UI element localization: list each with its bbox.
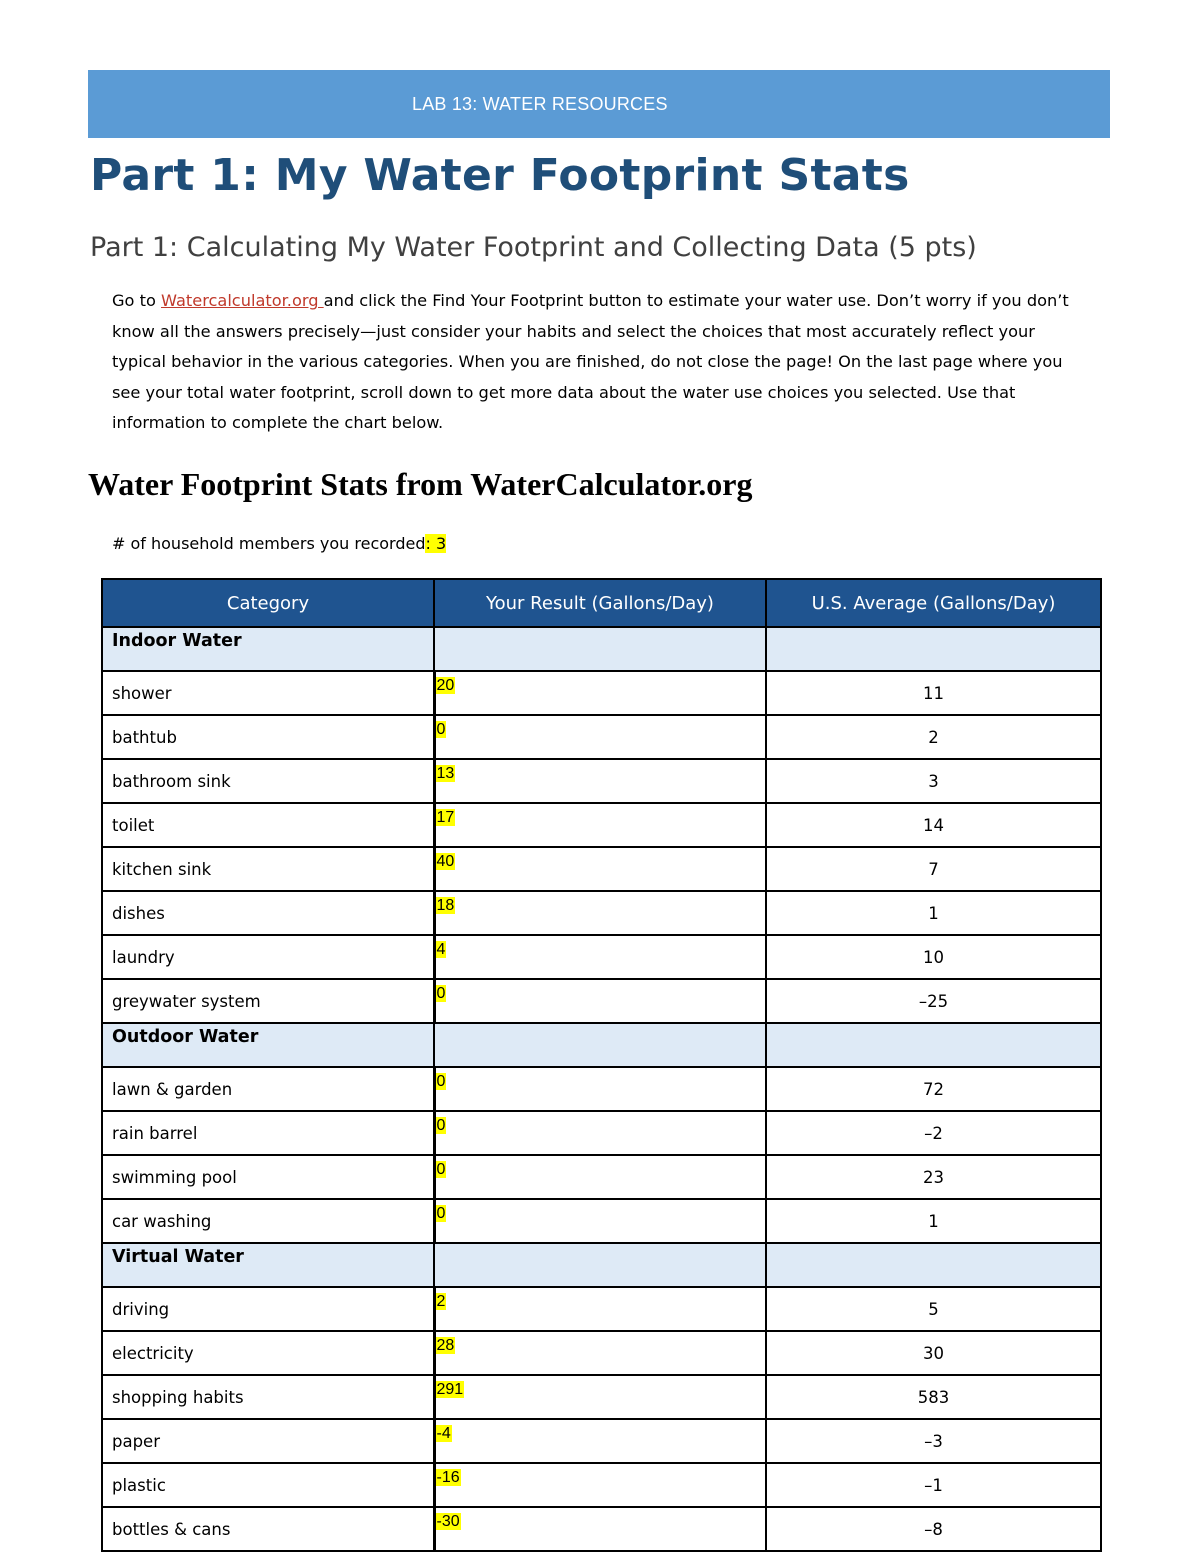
- category-cell: toilet: [102, 803, 434, 847]
- table-row: [102, 1463, 1101, 1507]
- instructions-body: and click the Find Your Footprint button to estimate your water use. Don’t worry if you don’t know all the answers precisely—just consider your habits and select the choices that most accurately reflect your typical behavior in the various categories. When you are finished, do not close the page! On the last page where you see your total water footprint, scroll down to get more data about the water use choices you selected. Use that information to complete the chart below.: [112, 291, 1069, 432]
- water-footprint-table: [101, 578, 1102, 1552]
- category-cell: car washing: [102, 1199, 434, 1243]
- result-cell: [434, 979, 766, 1023]
- instructions-paragraph: [112, 286, 1072, 439]
- average-cell: 3: [766, 759, 1101, 803]
- result-cell: [434, 671, 766, 715]
- table-row: [102, 1331, 1101, 1375]
- category-cell: swimming pool: [102, 1155, 434, 1199]
- household-value: : 3: [425, 534, 447, 553]
- section-average-cell: [766, 627, 1101, 671]
- result-cell: [434, 935, 766, 979]
- section-name: Indoor Water: [102, 627, 434, 671]
- average-cell: 5: [766, 1287, 1101, 1331]
- result-value: 20: [436, 677, 455, 694]
- result-value: 0: [436, 1073, 446, 1090]
- result-value: -16: [436, 1469, 460, 1486]
- household-members: [112, 534, 446, 553]
- result-value: 40: [436, 853, 455, 870]
- instructions-prefix: Go to: [112, 291, 161, 310]
- table-row: [102, 1375, 1101, 1419]
- section-row: [102, 627, 1101, 671]
- section-result-cell: [434, 1023, 766, 1067]
- result-value: 0: [436, 1117, 446, 1134]
- section-row: [102, 1023, 1101, 1067]
- section-name: Outdoor Water: [102, 1023, 434, 1067]
- result-value: 13: [436, 765, 455, 782]
- table-row: [102, 1419, 1101, 1463]
- category-cell: plastic: [102, 1463, 434, 1507]
- table-row: [102, 1155, 1101, 1199]
- header-category: Category: [102, 579, 434, 627]
- section-result-cell: [434, 1243, 766, 1287]
- result-value: 0: [436, 985, 446, 1002]
- household-label: # of household members you recorded: [112, 534, 426, 553]
- result-value: -4: [436, 1425, 451, 1442]
- result-cell: [434, 1111, 766, 1155]
- average-cell: –25: [766, 979, 1101, 1023]
- category-cell: rain barrel: [102, 1111, 434, 1155]
- result-value: 0: [436, 721, 446, 738]
- section-result-cell: [434, 627, 766, 671]
- section-name: Virtual Water: [102, 1243, 434, 1287]
- table-row: [102, 1287, 1101, 1331]
- category-cell: bottles & cans: [102, 1507, 434, 1551]
- average-cell: 1: [766, 891, 1101, 935]
- result-value: 0: [436, 1161, 446, 1178]
- average-cell: 583: [766, 1375, 1101, 1419]
- table-row: [102, 671, 1101, 715]
- table-row: [102, 935, 1101, 979]
- result-cell: [434, 1375, 766, 1419]
- category-cell: dishes: [102, 891, 434, 935]
- table-header-row: [102, 579, 1101, 627]
- average-cell: –3: [766, 1419, 1101, 1463]
- result-cell: [434, 1199, 766, 1243]
- result-cell: [434, 1419, 766, 1463]
- category-cell: bathroom sink: [102, 759, 434, 803]
- result-value: 17: [436, 809, 455, 826]
- table-row: [102, 979, 1101, 1023]
- average-cell: 14: [766, 803, 1101, 847]
- category-cell: laundry: [102, 935, 434, 979]
- table-row: [102, 1507, 1101, 1551]
- lab-title: LAB 13: WATER RESOURCES: [412, 94, 668, 114]
- result-value: 0: [436, 1205, 446, 1222]
- result-cell: [434, 803, 766, 847]
- result-value: 4: [436, 941, 446, 958]
- header-us-average: U.S. Average (Gallons/Day): [766, 579, 1101, 627]
- average-cell: 72: [766, 1067, 1101, 1111]
- average-cell: 1: [766, 1199, 1101, 1243]
- result-cell: [434, 1067, 766, 1111]
- category-cell: bathtub: [102, 715, 434, 759]
- watercalculator-link[interactable]: Watercalculator.org: [161, 291, 324, 310]
- category-cell: greywater system: [102, 979, 434, 1023]
- table-row: [102, 1111, 1101, 1155]
- header-band: [88, 70, 1110, 138]
- page-subtitle: Part 1: Calculating My Water Footprint and Collecting Data (5 pts): [90, 232, 977, 263]
- result-cell: [434, 1331, 766, 1375]
- average-cell: –1: [766, 1463, 1101, 1507]
- result-value: 291: [436, 1381, 464, 1398]
- result-cell: [434, 847, 766, 891]
- average-cell: 23: [766, 1155, 1101, 1199]
- result-value: 18: [436, 897, 455, 914]
- result-cell: [434, 1463, 766, 1507]
- table-row: [102, 759, 1101, 803]
- header-your-result: Your Result (Gallons/Day): [434, 579, 766, 627]
- result-value: 2: [436, 1293, 446, 1310]
- table-row: [102, 715, 1101, 759]
- average-cell: 2: [766, 715, 1101, 759]
- category-cell: driving: [102, 1287, 434, 1331]
- section-average-cell: [766, 1023, 1101, 1067]
- table-row: [102, 891, 1101, 935]
- result-value: 28: [436, 1337, 455, 1354]
- table-row: [102, 1067, 1101, 1111]
- result-value: -30: [436, 1513, 460, 1530]
- result-cell: [434, 759, 766, 803]
- result-cell: [434, 891, 766, 935]
- average-cell: –2: [766, 1111, 1101, 1155]
- table-row: [102, 847, 1101, 891]
- stats-heading: Water Footprint Stats from WaterCalculator.org: [88, 466, 753, 502]
- table-row: [102, 803, 1101, 847]
- average-cell: 11: [766, 671, 1101, 715]
- table-row: [102, 1199, 1101, 1243]
- result-cell: [434, 1507, 766, 1551]
- category-cell: shopping habits: [102, 1375, 434, 1419]
- average-cell: –8: [766, 1507, 1101, 1551]
- result-cell: [434, 715, 766, 759]
- category-cell: kitchen sink: [102, 847, 434, 891]
- average-cell: 30: [766, 1331, 1101, 1375]
- section-average-cell: [766, 1243, 1101, 1287]
- category-cell: lawn & garden: [102, 1067, 434, 1111]
- page-title: Part 1: My Water Footprint Stats: [90, 150, 910, 201]
- result-cell: [434, 1155, 766, 1199]
- category-cell: electricity: [102, 1331, 434, 1375]
- category-cell: shower: [102, 671, 434, 715]
- section-row: [102, 1243, 1101, 1287]
- average-cell: 10: [766, 935, 1101, 979]
- category-cell: paper: [102, 1419, 434, 1463]
- result-cell: [434, 1287, 766, 1331]
- average-cell: 7: [766, 847, 1101, 891]
